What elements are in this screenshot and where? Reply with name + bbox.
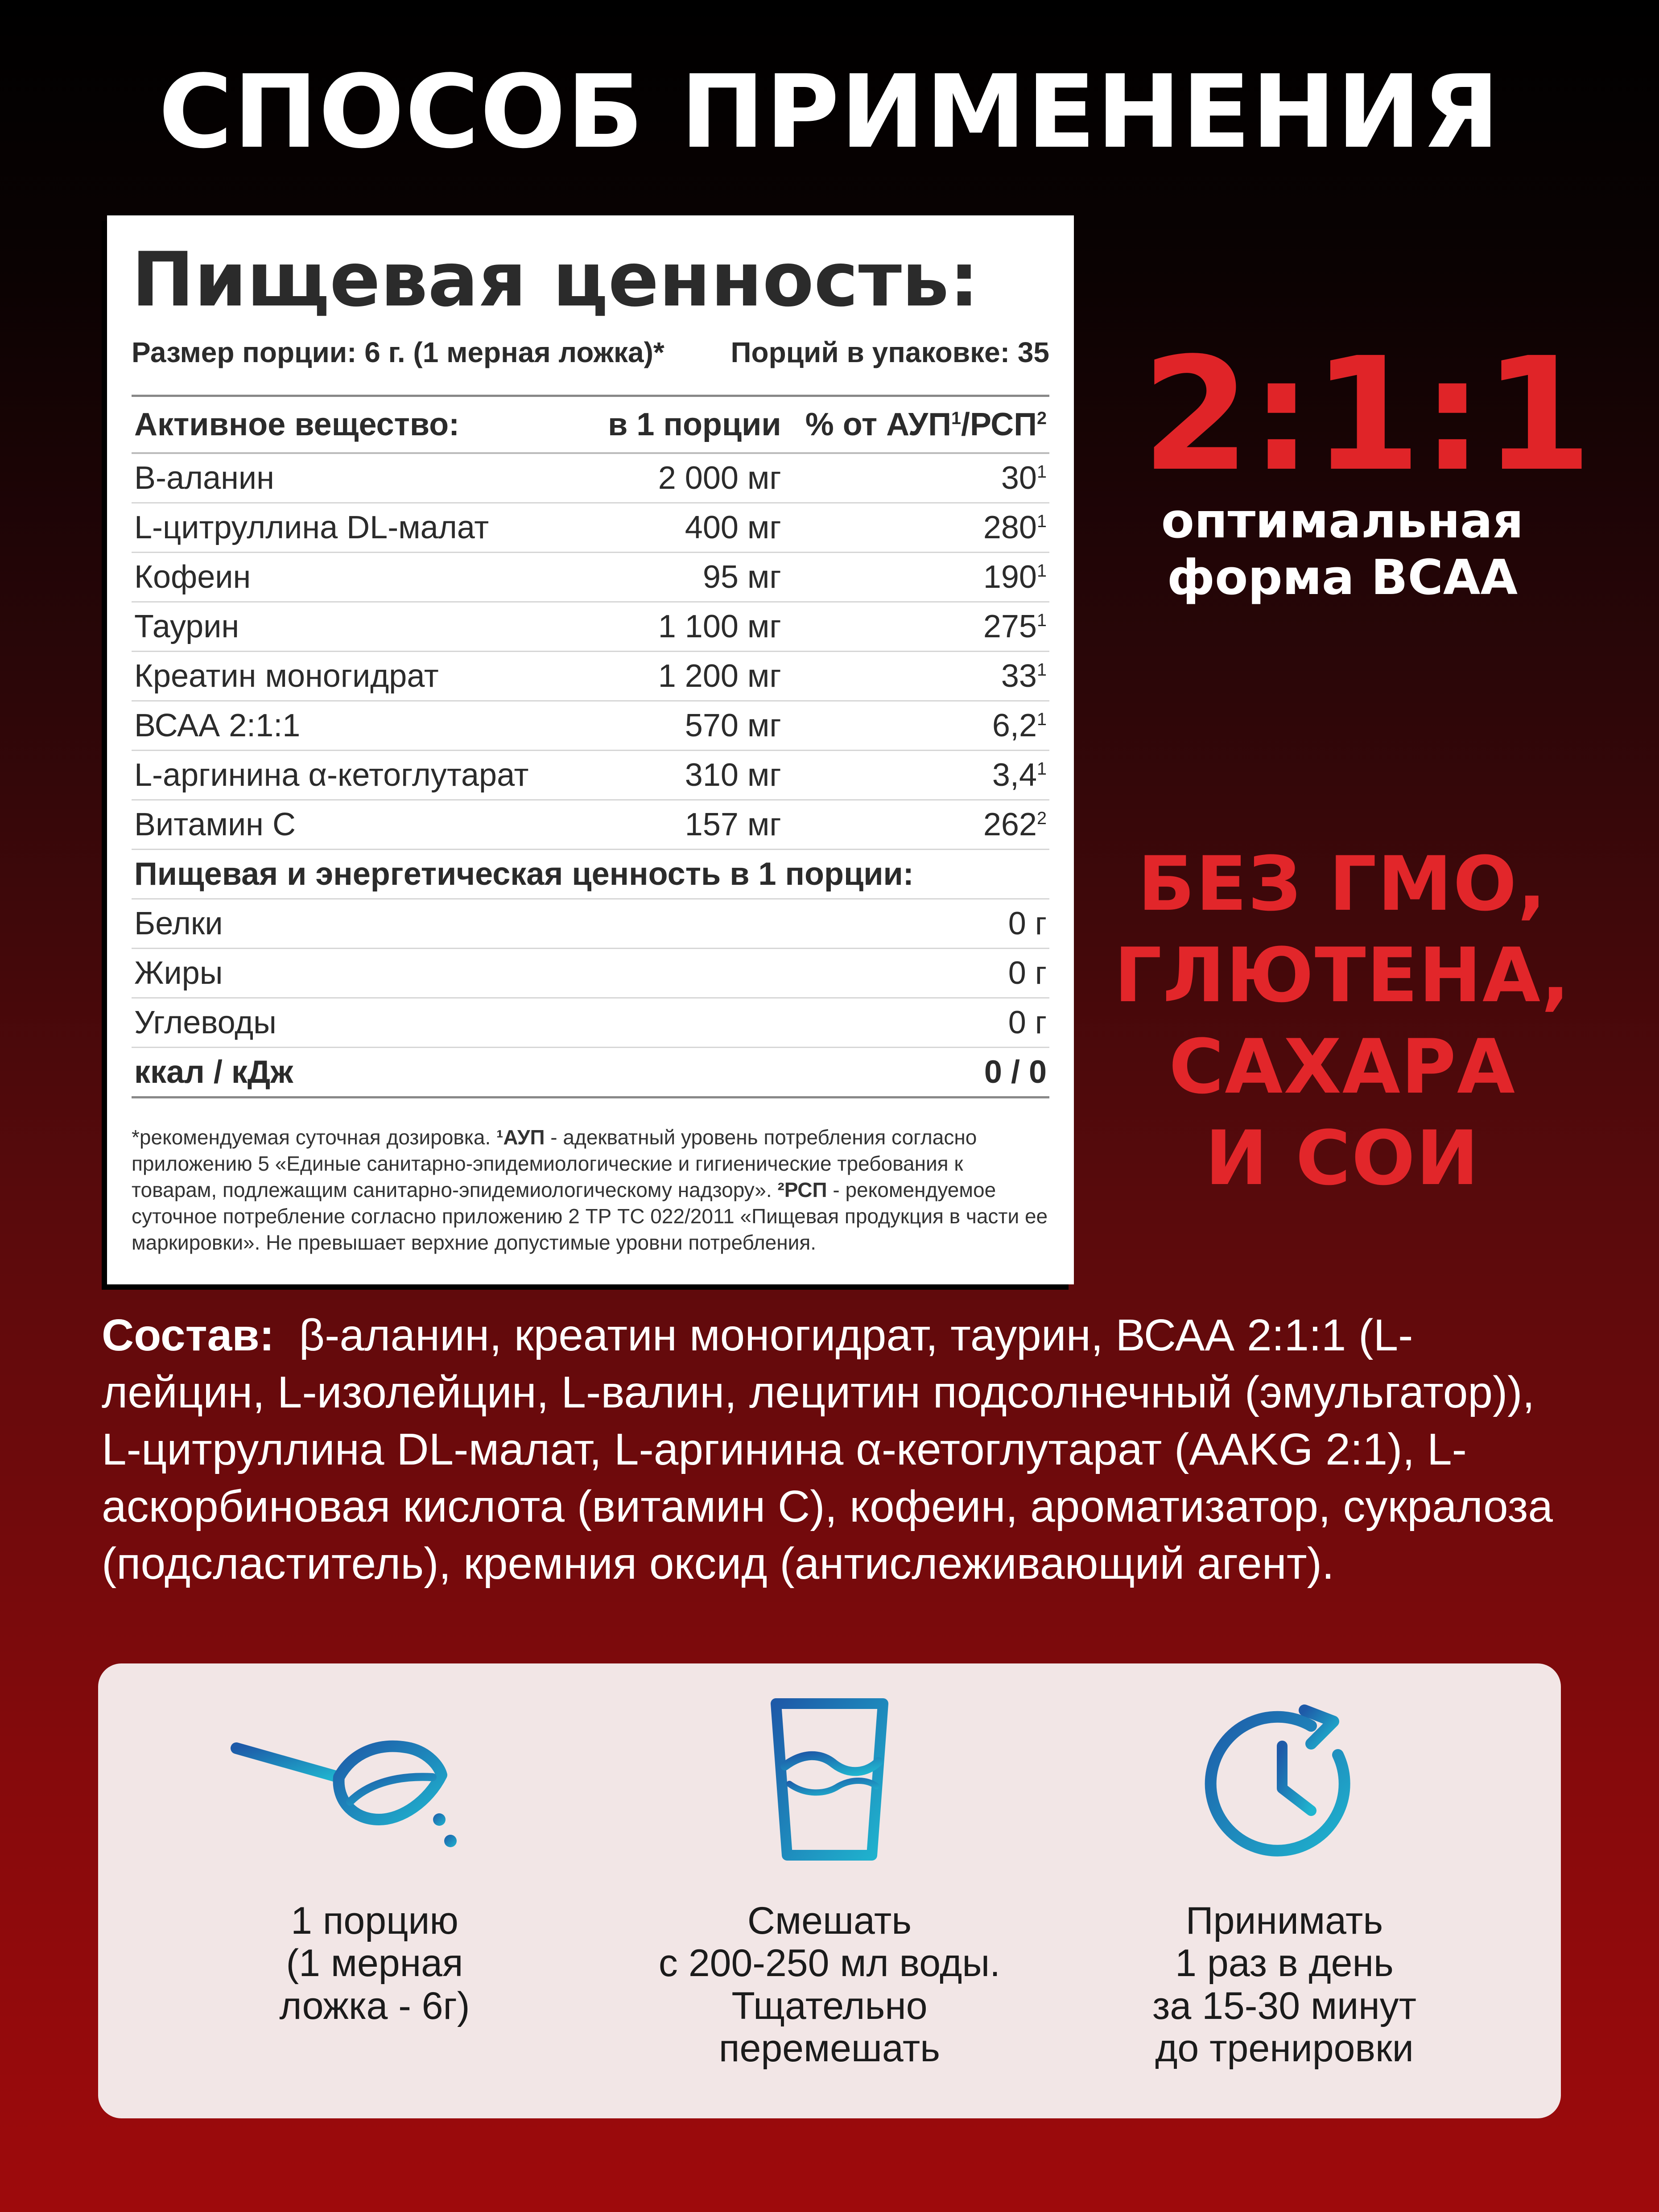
portions-per-pack: Порций в упаковке: 35: [730, 336, 1049, 368]
composition: [102, 1307, 1573, 1592]
table-row: [132, 503, 1049, 553]
total-label: ккал / кДж: [132, 1048, 594, 1098]
ratio-caption-line: оптимальная: [1161, 493, 1524, 549]
free-from-line: САХАРА: [1168, 1023, 1516, 1110]
header-percent: % от АУП$^1$/РСП$^2$: [803, 397, 1049, 453]
nutrient-name: Таурин: [132, 602, 594, 652]
energy-name: Углеводы: [132, 998, 594, 1048]
nutrition-panel: [107, 215, 1074, 1284]
nutrient-name: L-аргинина α-кетоглутарат: [132, 751, 594, 800]
table-row: [132, 800, 1049, 850]
bcaa-ratio: 2:1:1: [1142, 324, 1593, 506]
bcaa-ratio-caption: [1106, 493, 1579, 607]
total-value: 0 / 0: [803, 1048, 1049, 1098]
energy-value: 0 г: [803, 899, 1049, 949]
usage-step-text: 1 порцию (1 мерная ложка - 6г): [279, 1899, 470, 2027]
usage-panel: [98, 1663, 1561, 2118]
nutrient-percent: $262^2$: [803, 800, 1049, 850]
nutrient-percent: $3,4^1$: [803, 751, 1049, 800]
total-row: [132, 1048, 1049, 1098]
table-row: [132, 553, 1049, 602]
nutrient-percent: $30^1$: [803, 453, 1049, 503]
usage-step-text: Принимать 1 раз в день за 15-30 минут до тренировки: [1152, 1899, 1417, 2070]
table-row: [132, 949, 1049, 998]
table-row: [132, 751, 1049, 800]
table-row: [132, 652, 1049, 701]
portion-size: Размер порции: 6 г. (1 мерная ложка)*: [132, 336, 664, 368]
nutrient-name: ВСАА 2:1:1: [132, 701, 594, 751]
nutrient-percent: $33^1$: [803, 652, 1049, 701]
usage-step-text: Смешать с 200-250 мл воды. Тщательно перемешать: [658, 1899, 1001, 2070]
nutrient-name: В-аланин: [132, 453, 594, 503]
nutrient-amount: 1 200 мг: [594, 652, 802, 701]
table-row: [132, 701, 1049, 751]
nutrient-amount: 1 100 мг: [594, 602, 802, 652]
header-substance: Активное вещество:: [132, 397, 594, 453]
page-title: СПОСОБ ПРИМЕНЕНИЯ: [158, 54, 1501, 171]
spoon-icon: [219, 1699, 468, 1860]
table-row: [132, 602, 1049, 652]
composition-label: Состав:: [102, 1310, 274, 1360]
nutrient-amount: 157 мг: [594, 800, 802, 850]
energy-value: 0 г: [803, 949, 1049, 998]
free-from-badge: [1088, 838, 1597, 1204]
clock-icon: [1204, 1701, 1365, 1862]
energy-name: Белки: [132, 899, 594, 949]
free-from-line: ГЛЮТЕНА,: [1114, 931, 1571, 1019]
nutrient-amount: 400 мг: [594, 503, 802, 553]
free-from-line: БЕЗ ГМО,: [1138, 840, 1547, 928]
nutrient-percent: $190^1$: [803, 553, 1049, 602]
portion-info: [132, 336, 1049, 397]
table-row: [132, 453, 1049, 503]
energy-value: 0 г: [803, 998, 1049, 1048]
nutrition-title: Пищевая ценность:: [132, 236, 979, 323]
nutrient-amount: 570 мг: [594, 701, 802, 751]
nutrient-name: Витамин С: [132, 800, 594, 850]
table-header-row: [132, 397, 1049, 453]
nutrient-percent: $6,2^1$: [803, 701, 1049, 751]
nutrient-percent: $275^1$: [803, 602, 1049, 652]
energy-name: Жиры: [132, 949, 594, 998]
table-row: [132, 998, 1049, 1048]
nutrition-footnote: *рекомендуемая суточная дозировка. ¹АУП - адекватный уровень потребления согласно приложению 5 «Единые санитарно-эпидемиологические и гигиенические требования к товарам, подлежащим санитарно-эпидемиологическому надзору». ²РСП - рекомендуемое суточное потребление согласно приложению 2 ТР ТС 022/2011 «Пищевая продукция в части ее маркировки». Не превышает верхние допустимые уровни потребления.: [132, 1126, 1048, 1254]
nutrient-amount: 2 000 мг: [594, 453, 802, 503]
nutrient-amount: 95 мг: [594, 553, 802, 602]
nutrient-name: L-цитруллина DL-малат: [132, 503, 594, 553]
ratio-caption-line: форма ВСАА: [1167, 550, 1518, 606]
nutrition-table: [132, 397, 1049, 1098]
glass-icon: [767, 1695, 892, 1864]
free-from-line: И СОИ: [1205, 1114, 1480, 1202]
energy-header: Пищевая и энергетическая ценность в 1 порции:: [132, 850, 1049, 899]
nutrient-name: Креатин моногидрат: [132, 652, 594, 701]
nutrient-name: Кофеин: [132, 553, 594, 602]
nutrient-percent: $280^1$: [803, 503, 1049, 553]
composition-text: β-аланин, креатин моногидрат, таурин, ВСАА 2:1:1 (L-лейцин, L-изолейцин, L-валин, лецитин подсолнечный (эмульгатор)), L-цитруллина DL-малат, L-аргинина α-кетоглутарат (AAKG 2:1), L-аскорбиновая кислота (витамин С), кофеин, ароматизатор, сукралоза (подсластитель), кремния оксид (антислеживающий агент).: [102, 1310, 1553, 1589]
energy-header-row: [132, 850, 1049, 899]
table-row: [132, 899, 1049, 949]
header-per-portion: в 1 порции: [594, 397, 802, 453]
nutrient-amount: 310 мг: [594, 751, 802, 800]
